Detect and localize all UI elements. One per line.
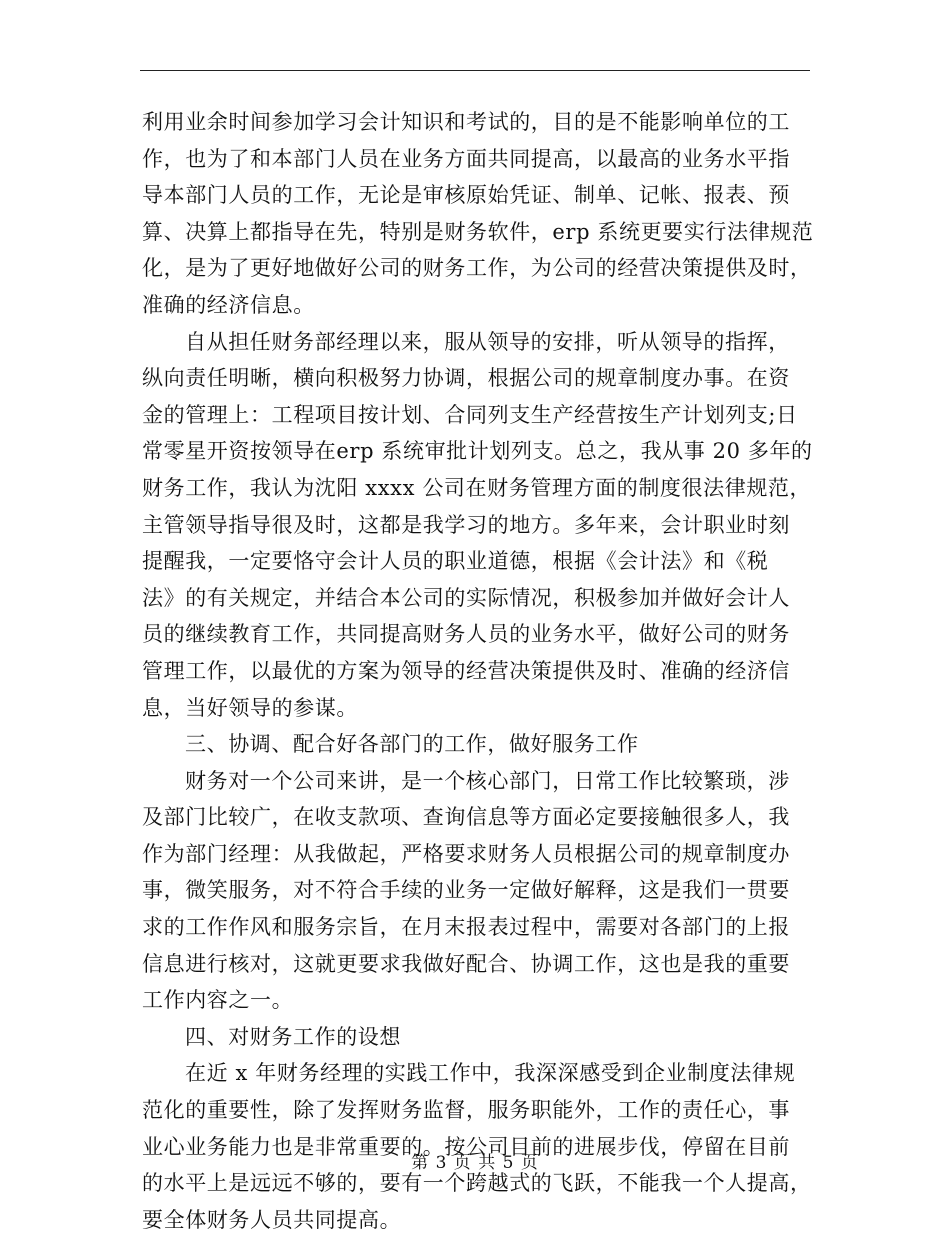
text-line: 要全体财务人员共同提高。: [142, 1207, 402, 1232]
text-line: 提醒我，一定要恪守会计人员的职业道德，根据《会计法》和《税: [142, 549, 769, 574]
document-body: [142, 104, 814, 1238]
text-line: 纵向责任明晰，横向积极努力协调，根据公司的规章制度办事。在资: [142, 366, 790, 391]
text-line: 工作内容之一。: [142, 988, 294, 1013]
text-line: 范化的重要性，除了发挥财务监督，服务职能外，工作的责任心，事: [142, 1098, 790, 1123]
text-line: 化，是为了更好地做好公司的财务工作，为公司的经营决策提供及时，: [142, 256, 812, 281]
text-line: 算、决算上都指导在先，特别是财务软件，erp 系统更要实行法律规范: [142, 219, 814, 244]
text-line: 作，也为了和本部门人员在业务方面共同提高，以最高的业务水平指: [142, 146, 790, 171]
text-line: 信息进行核对，这就更要求我做好配合、协调工作，这也是我的重要: [142, 951, 790, 976]
section-heading: 四、对财务工作的设想: [185, 1024, 401, 1049]
paragraph-start-line: 在近 x 年财务经理的实践工作中，我深深感受到企业制度法律规: [185, 1061, 796, 1086]
text-line: 财务工作，我认为沈阳 xxxx 公司在财务管理方面的制度很法律规范，: [142, 475, 812, 500]
text-line: 求的工作作风和服务宗旨，在月末报表过程中，需要对各部门的上报: [142, 915, 790, 940]
text-line: 导本部门人员的工作，无论是审核原始凭证、制单、记帐、报表、预: [142, 183, 790, 208]
text-line: 的水平上是远远不够的，要有一个跨越式的飞跃，不能我一个人提高，: [142, 1171, 812, 1196]
text-line: 常零星开资按领导在erp 系统审批计划列支。总之，我从事 20 多年的: [142, 439, 813, 464]
page-number-footer: 第 3 页 共 5 页: [411, 1153, 539, 1173]
section-heading: 三、协调、配合好各部门的工作，做好服务工作: [185, 732, 639, 757]
text-line: 事，微笑服务，对不符合手续的业务一定做好解释，这是我们一贯要: [142, 878, 790, 903]
text-line: 作为部门经理：从我做起，严格要求财务人员根据公司的规章制度办: [142, 841, 790, 866]
text-line: 及部门比较广，在收支款项、查询信息等方面必定要接触很多人，我: [142, 805, 790, 830]
text-line: 业心业务能力也是非常重要的。按公司目前的进展步伐，停留在目前: [142, 1134, 790, 1159]
header-rule: [140, 70, 810, 71]
text-line: 金的管理上：工程项目按计划、合同列支生产经营按生产计划列支;日: [142, 402, 798, 427]
text-line: 利用业余时间参加学习会计知识和考试的，目的是不能影响单位的工: [142, 110, 790, 134]
text-line: 法》的有关规定，并结合本公司的实际情况，积极参加并做好会计人: [142, 585, 790, 610]
text-line: 准确的经济信息。: [142, 292, 315, 317]
text-line: 管理工作，以最优的方案为领导的经营决策提供及时、准确的经济信: [142, 658, 790, 683]
paragraph-start-line: 财务对一个公司来讲，是一个核心部门，日常工作比较繁琐，涉: [185, 768, 790, 793]
text-line: 主管领导指导很及时，这都是我学习的地方。多年来，会计职业时刻: [142, 512, 790, 537]
text-line: 员的继续教育工作，共同提高财务人员的业务水平，做好公司的财务: [142, 622, 790, 647]
text-line: 息，当好领导的参谋。: [142, 695, 358, 720]
paragraph-start-line: 自从担任财务部经理以来，服从领导的安排，听从领导的指挥，: [185, 329, 790, 354]
